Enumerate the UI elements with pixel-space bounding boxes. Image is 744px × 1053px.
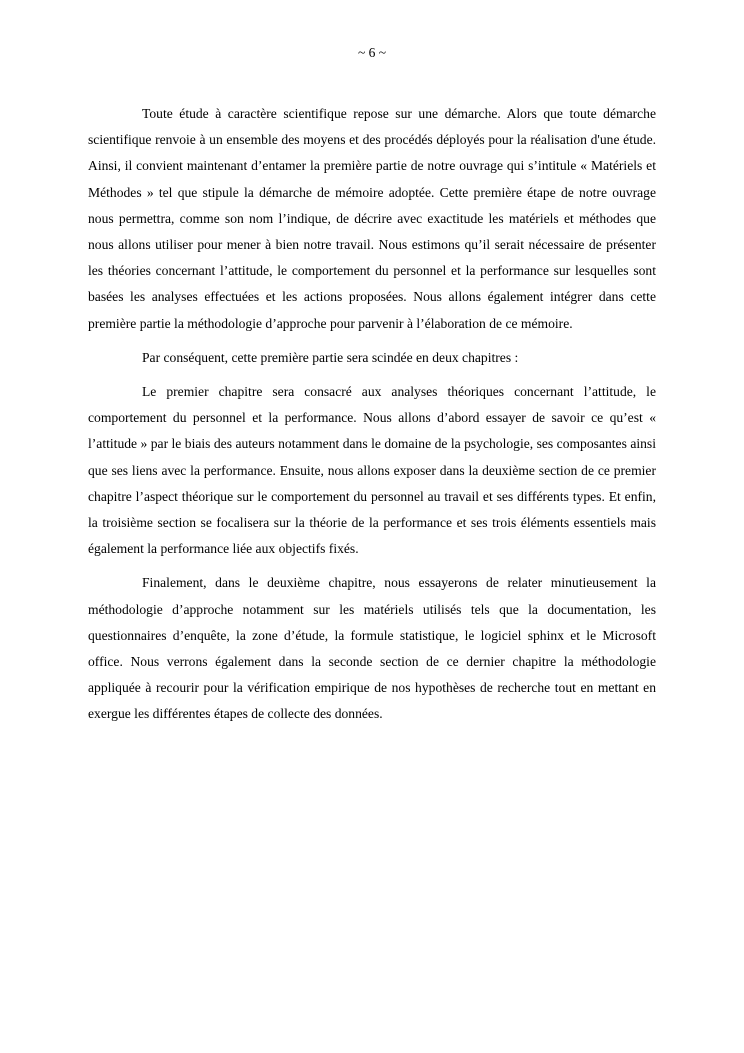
page-number: ~ 6 ~ <box>357 45 387 60</box>
paragraph-second-chapter: Finalement, dans le deuxième chapitre, nous essayerons de relater minutieusement la méthodologie d’approche notamment sur les matériels utilisés tels que la documentation, les questionnaires d’enquête, la zone d’étude, la formule statistique, le logiciel sphinx et le Microsoft office. Nous verrons également dans la seconde section de ce dernier chapitre la méthodologie appliquée à recourir pour la vérification empirique de nos hypothèses de recherche tout en mettant en exergue les différentes étapes de collecte des données. <box>88 575 656 722</box>
paragraph-chapter-split: Par conséquent, cette première partie sera scindée en deux chapitres : <box>142 349 519 365</box>
body-text <box>88 101 656 736</box>
paragraph-first-chapter: Le premier chapitre sera consacré aux analyses théoriques concernant l’attitude, le comportement du personnel et la performance. Nous allons d’abord essayer de savoir ce qu’est « l’attitude » par le biais des auteurs notamment dans le domaine de la psychologie, ses composantes ainsi que ses liens avec la performance. Ensuite, nous allons exposer dans la deuxième section de ce premier chapitre l’aspect théorique sur le comportement du personnel au travail et ses différents types. Et enfin, la troisième section se focalisera sur la théorie de la performance et ses trois éléments essentiels mais également la performance liée aux objectifs fixés. <box>88 384 656 557</box>
paragraph-introduction: Toute étude à caractère scientifique repose sur une démarche. Alors que toute démarche scientifique renvoie à un ensemble des moyens et des procédés déployés pour la réalisation d'une étude. Ainsi, il convient maintenant d’entamer la première partie de notre ouvrage qui s’intitule « Matériels et Méthodes » tel que stipule la démarche de mémoire adoptée. Cette première étape de notre ouvrage nous permettra, comme son nom l’indique, de décrire avec exactitude les matériels et méthodes que nous allons utiliser pour mener à bien notre travail. Nous estimons qu’il serait nécessaire de présenter les théories concernant l’attitude, le comportement du personnel et la performance sur lesquelles sont basées les analyses effectuées et les actions proposées. Nous allons également intégrer dans cette première partie la méthodologie d’approche pour parvenir à l’élaboration de ce mémoire. <box>88 106 656 331</box>
